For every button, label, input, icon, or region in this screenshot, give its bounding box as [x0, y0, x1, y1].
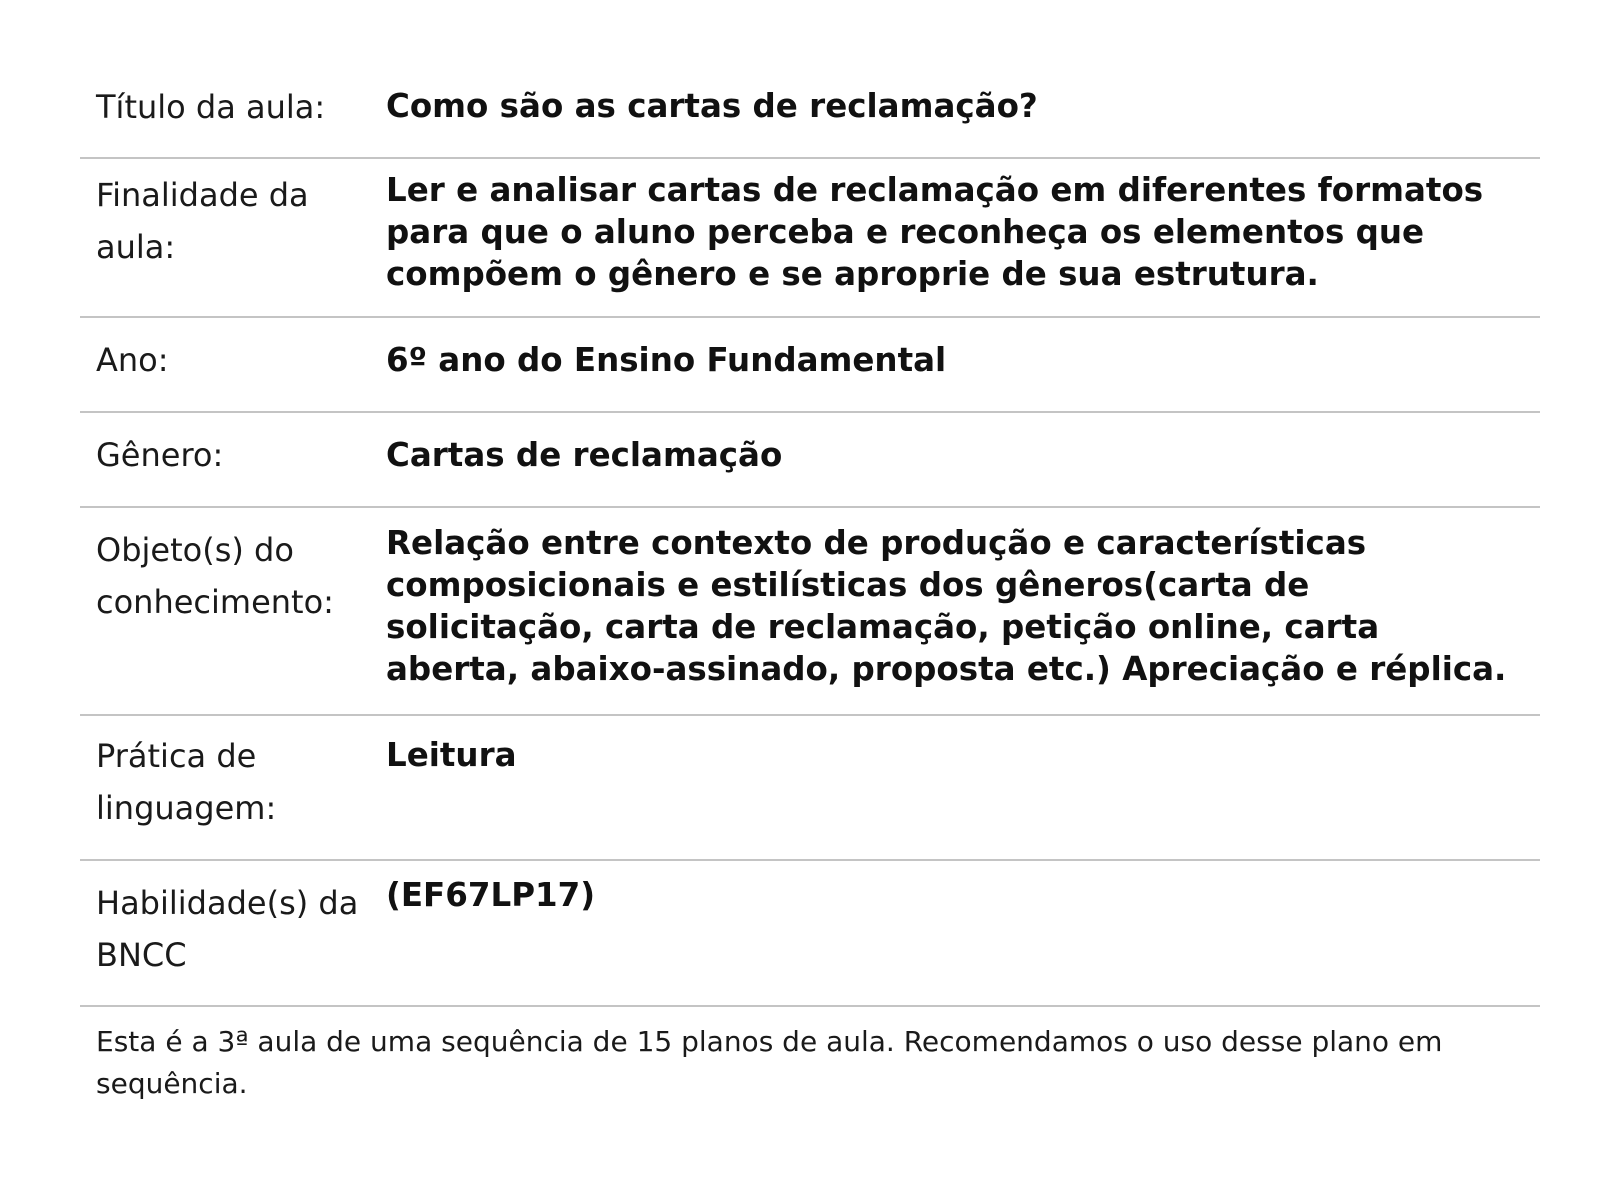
row-label: Ano: [96, 341, 169, 379]
row-value: Como são as cartas de reclamação? [386, 87, 1038, 125]
row-value: Ler e analisar cartas de reclamação em diferentes formatos para que o aluno perceba e reconheça os elementos que compõem o gênero e se aproprie de sua estrutura. [386, 171, 1484, 293]
row-value: (EF67LP17) [386, 876, 596, 914]
row-bncc-skills [80, 861, 1540, 1007]
row-label: Finalidade da aula: [96, 176, 309, 266]
row-lesson-title [80, 64, 1540, 159]
row-label: Habilidade(s) da BNCC [96, 884, 359, 974]
lesson-plan-table [80, 64, 1540, 1105]
row-value: Cartas de reclamação [386, 436, 783, 474]
row-label: Título da aula: [96, 88, 326, 126]
row-genre [80, 413, 1540, 508]
row-value: 6º ano do Ensino Fundamental [386, 341, 947, 379]
row-year [80, 318, 1540, 413]
row-value: Relação entre contexto de produção e características composicionais e estilísticas dos gêneros(carta de solicitação, carta de reclamação, petição online, carta aberta, abaixo-assinado, proposta etc.) Apreciação e réplica. [386, 524, 1507, 688]
row-lesson-purpose [80, 159, 1540, 318]
row-value: Leitura [386, 736, 517, 774]
row-label: Gênero: [96, 436, 224, 474]
row-language-practice [80, 716, 1540, 861]
sequence-note: Esta é a 3ª aula de uma sequência de 15 planos de aula. Recomendamos o uso desse plano em sequência. [96, 1025, 1443, 1100]
row-label: Objeto(s) do conhecimento: [96, 531, 334, 621]
row-knowledge-objects [80, 508, 1540, 716]
row-label: Prática de linguagem: [96, 737, 277, 827]
